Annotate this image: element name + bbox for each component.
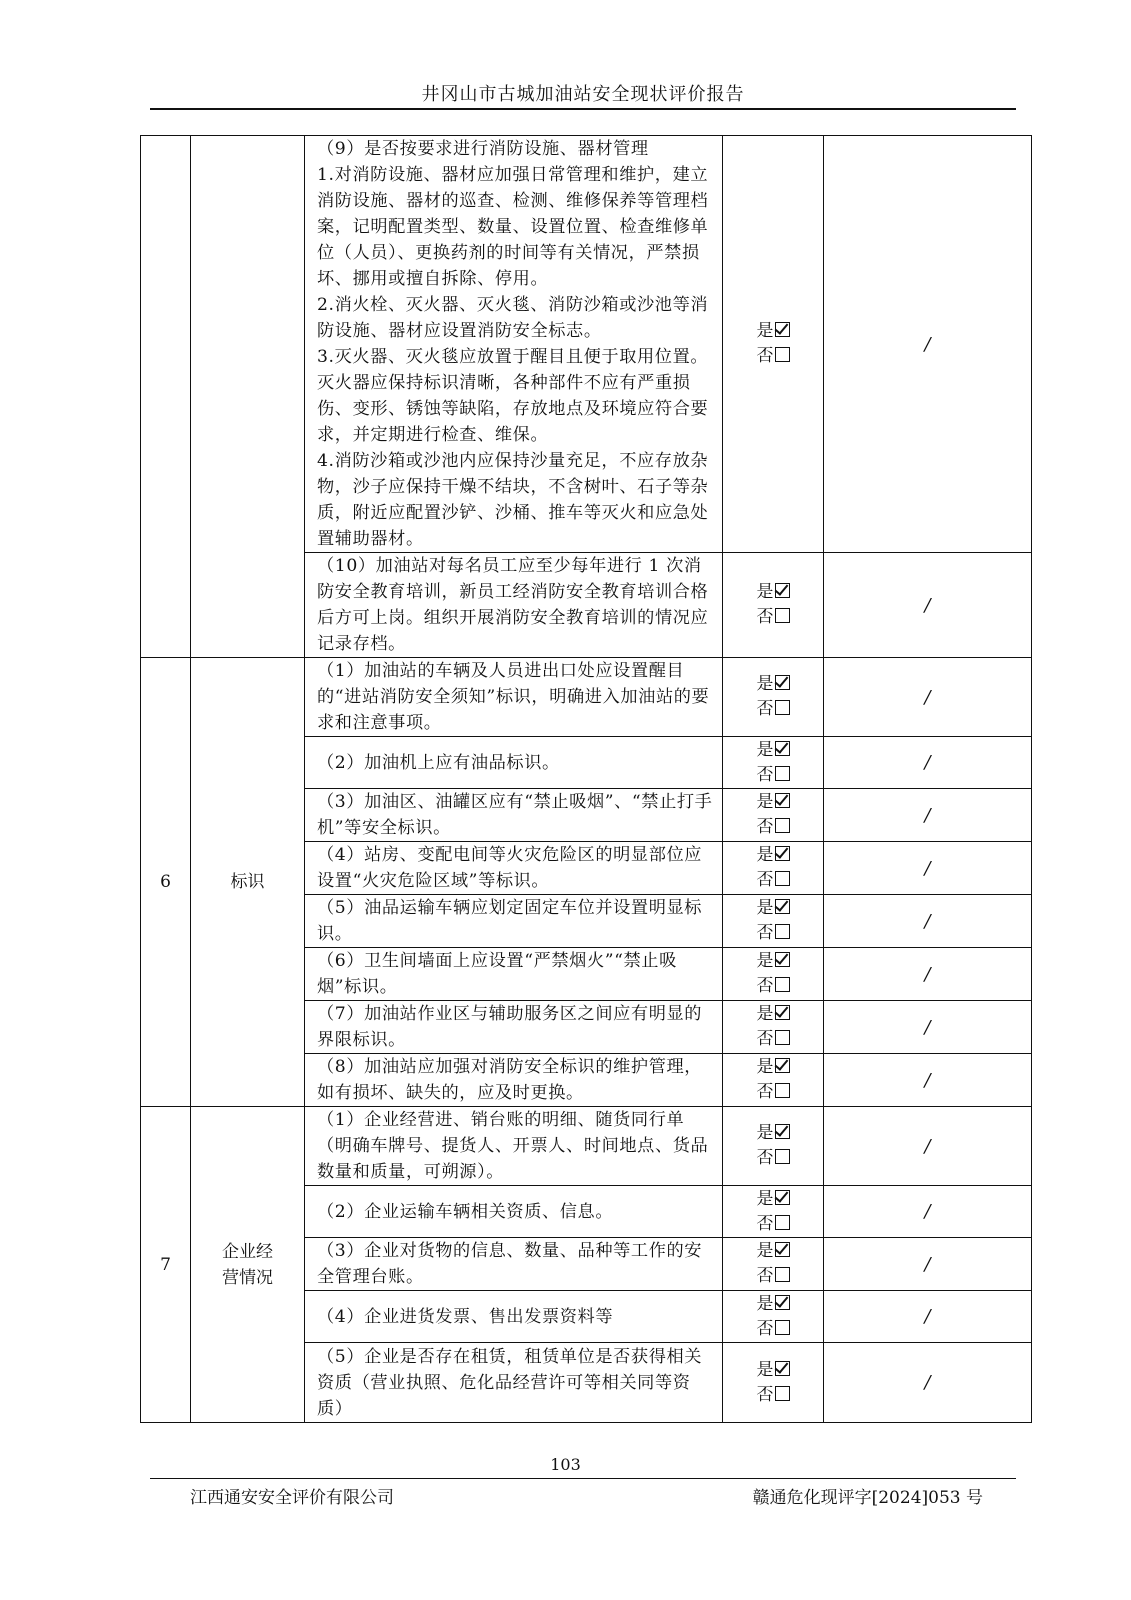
- result-cell: /: [824, 1107, 1032, 1186]
- result-cell: /: [824, 948, 1032, 1001]
- checkbox-checked-icon: [775, 1190, 790, 1205]
- result-cell: /: [824, 1343, 1032, 1423]
- checkbox-empty-icon: [775, 1030, 790, 1045]
- checkbox-checked-icon: [775, 899, 790, 914]
- checkbox-checked-icon: [775, 1124, 790, 1139]
- checkbox-checked-icon: [775, 1005, 790, 1020]
- yes-no-checkbox: 是 否: [723, 1107, 824, 1186]
- yes-no-checkbox: 是 否: [723, 1238, 824, 1291]
- result-cell: /: [824, 842, 1032, 895]
- yes-no-checkbox: 是 否: [723, 789, 824, 842]
- check-item-text: （6）卫生间墙面上应设置“严禁烟火”“禁止吸烟”标识。: [305, 948, 723, 1001]
- result-cell: /: [824, 895, 1032, 948]
- checkbox-empty-icon: [775, 1267, 790, 1282]
- check-item-text: （9）是否按要求进行消防设施、器材管理 1.对消防设施、器材应加强日常管理和维护，建立消防设施、器材的巡查、检测、维修保养等管理档案，记明配置类型、数量、设置位置、检查维修单位（人员）、更换药剂的时间等有关情况，严禁损坏、挪用或擅自拆除、停用。 2.消火栓、灭火器、灭火毯、消防沙箱或沙池等消防设施、器材应设置消防安全标志。 3.灭火器、灭火毯应放置于醒目且便于取用位置。灭火器应保持标识清晰，各种部件不应有严重损伤、变形、锈蚀等缺陷，存放地点及环境应符合要求，并定期进行检查、维保。 4.消防沙箱或沙池内应保持沙量充足，不应存放杂物，沙子应保持干燥不结块，不含树叶、石子等杂质，附近应配置沙铲、沙桶、推车等灭火和应急处置辅助器材。: [305, 136, 723, 553]
- yes-no-checkbox: 是 否: [723, 553, 824, 658]
- checkbox-empty-icon: [775, 766, 790, 781]
- row-number: 6: [141, 658, 191, 1107]
- checkbox-checked-icon: [775, 675, 790, 690]
- row-number: 7: [141, 1107, 191, 1423]
- result-cell: /: [824, 737, 1032, 789]
- result-cell: /: [824, 658, 1032, 737]
- table-row: [141, 1107, 1032, 1186]
- check-item-text: （1）加油站的车辆及人员进出口处应设置醒目的“进站消防安全须知”标识，明确进入加油站的要求和注意事项。: [305, 658, 723, 737]
- checkbox-empty-icon: [775, 977, 790, 992]
- check-item-text: （2）企业运输车辆相关资质、信息。: [305, 1186, 723, 1238]
- checkbox-empty-icon: [775, 1215, 790, 1230]
- check-item-text: （1）企业经营进、销台账的明细、随货同行单（明确车牌号、提货人、开票人、时间地点、货品数量和质量，可朔源）。: [305, 1107, 723, 1186]
- check-item-text: （10）加油站对每名员工应至少每年进行 1 次消防安全教育培训，新员工经消防安全教育培训合格后方可上岗。组织开展消防安全教育培训的情况应记录存档。: [305, 553, 723, 658]
- row-category: 标识: [191, 658, 305, 1107]
- evaluation-table: [140, 135, 1032, 1423]
- company-name: 江西通安安全评价有限公司: [190, 1488, 394, 1508]
- result-cell: /: [824, 1186, 1032, 1238]
- checkbox-empty-icon: [775, 924, 790, 939]
- row-category: [191, 136, 305, 658]
- checkbox-empty-icon: [775, 871, 790, 886]
- checkbox-empty-icon: [775, 1149, 790, 1164]
- check-item-text: （5）油品运输车辆应划定固定车位并设置明显标识。: [305, 895, 723, 948]
- yes-no-checkbox: 是 否: [723, 895, 824, 948]
- yes-no-checkbox: 是 否: [723, 1186, 824, 1238]
- checkbox-empty-icon: [775, 818, 790, 833]
- checkbox-empty-icon: [775, 700, 790, 715]
- result-cell: /: [824, 1238, 1032, 1291]
- header-rule: [150, 108, 1016, 110]
- page-number: 103: [550, 1455, 581, 1474]
- checkbox-empty-icon: [775, 608, 790, 623]
- yes-no-checkbox: 是 否: [723, 1054, 824, 1107]
- result-cell: /: [824, 1291, 1032, 1343]
- checkbox-empty-icon: [775, 1386, 790, 1401]
- yes-no-checkbox: 是 否: [723, 658, 824, 737]
- check-item-text: （3）加油区、油罐区应有“禁止吸烟”、“禁止打手机”等安全标识。: [305, 789, 723, 842]
- result-cell: /: [824, 789, 1032, 842]
- checkbox-checked-icon: [775, 1361, 790, 1376]
- table-row: [141, 136, 1032, 553]
- row-category: 企业经营情况: [191, 1107, 305, 1423]
- check-item-text: （5）企业是否存在租赁，租赁单位是否获得相关资质（营业执照、危化品经营许可等相关同等资质）: [305, 1343, 723, 1423]
- checkbox-checked-icon: [775, 952, 790, 967]
- report-title: 井冈山市古城加油站安全现状评价报告: [421, 84, 745, 105]
- checkbox-checked-icon: [775, 793, 790, 808]
- check-item-text: （8）加油站应加强对消防安全标识的维护管理，如有损坏、缺失的，应及时更换。: [305, 1054, 723, 1107]
- checkbox-checked-icon: [775, 583, 790, 598]
- checkbox-checked-icon: [775, 322, 790, 337]
- footer-rule: [150, 1478, 1016, 1479]
- document-number: 赣通危化现评字[2024]053 号: [752, 1488, 983, 1508]
- check-item-text: （3）企业对货物的信息、数量、品种等工作的安全管理台账。: [305, 1238, 723, 1291]
- row-number: [141, 136, 191, 658]
- yes-no-checkbox: 是 否: [723, 1291, 824, 1343]
- checkbox-checked-icon: [775, 1058, 790, 1073]
- result-cell: /: [824, 553, 1032, 658]
- yes-no-checkbox: 是 否: [723, 842, 824, 895]
- checkbox-checked-icon: [775, 846, 790, 861]
- check-item-text: （2）加油机上应有油品标识。: [305, 737, 723, 789]
- table-row: [141, 658, 1032, 737]
- check-item-text: （7）加油站作业区与辅助服务区之间应有明显的界限标识。: [305, 1001, 723, 1054]
- check-item-text: （4）站房、变配电间等火灾危险区的明显部位应设置“火灾危险区域”等标识。: [305, 842, 723, 895]
- yes-no-checkbox: 是 否: [723, 1001, 824, 1054]
- check-item-text: （4）企业进货发票、售出发票资料等: [305, 1291, 723, 1343]
- checkbox-checked-icon: [775, 1295, 790, 1310]
- yes-no-checkbox: 是 否: [723, 1343, 824, 1423]
- checkbox-empty-icon: [775, 347, 790, 362]
- checkbox-empty-icon: [775, 1083, 790, 1098]
- checkbox-checked-icon: [775, 1242, 790, 1257]
- checkbox-checked-icon: [775, 741, 790, 756]
- yes-no-checkbox: 是 否: [723, 948, 824, 1001]
- yes-no-checkbox: 是 否: [723, 737, 824, 789]
- checkbox-empty-icon: [775, 1320, 790, 1335]
- result-cell: /: [824, 1001, 1032, 1054]
- result-cell: /: [824, 136, 1032, 553]
- result-cell: /: [824, 1054, 1032, 1107]
- yes-no-checkbox: 是 否: [723, 136, 824, 553]
